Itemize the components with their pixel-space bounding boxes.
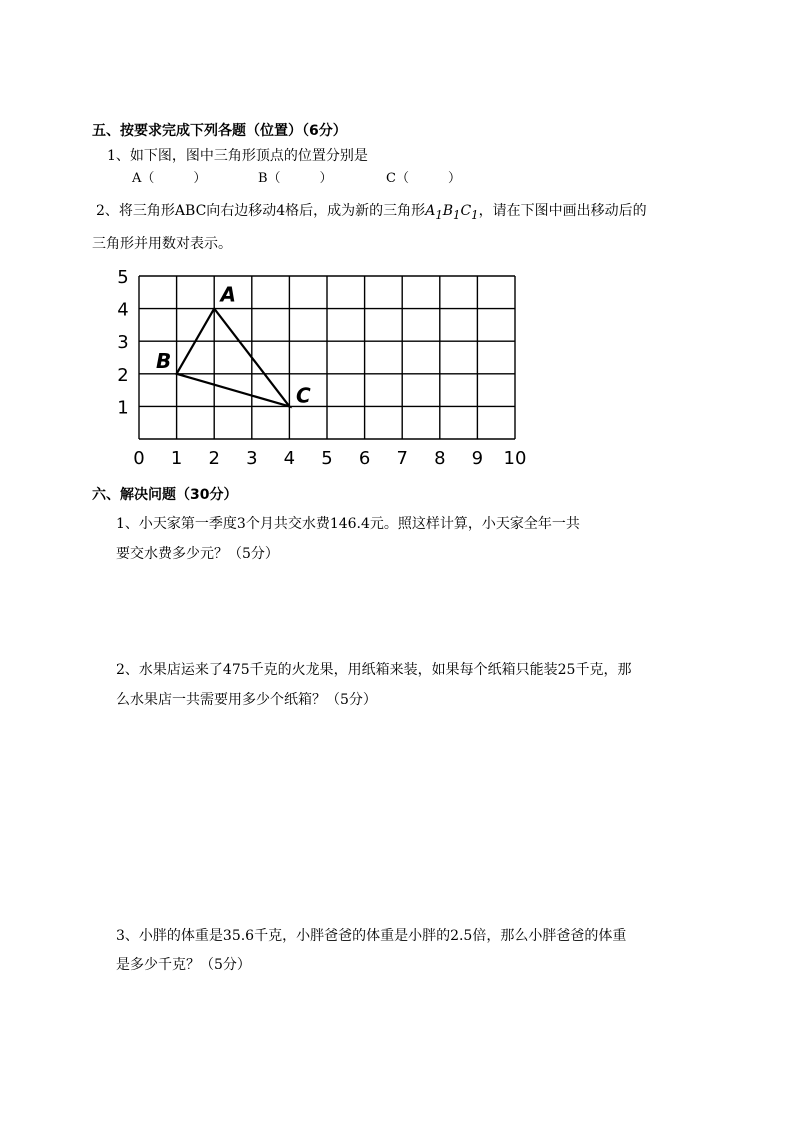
answer-blank-a[interactable]: A（ ） bbox=[132, 171, 207, 186]
problem-1-line1: 1、小天家第一季度3个月共交水费146.4元。照这样计算，小天家全年一共 bbox=[116, 516, 580, 532]
problem-2-line1: 2、水果店运来了475千克的火龙果，用纸箱来装，如果每个纸箱只能装25千克，那 bbox=[116, 662, 632, 678]
vertex-label-c: C bbox=[296, 383, 311, 408]
problem-3-line1: 3、小胖的体重是35.6千克，小胖爸爸的体重是小胖的2.5倍，那么小胖爸爸的体重 bbox=[116, 928, 627, 944]
section-5-heading: 五、按要求完成下列各题（位置）（6分） bbox=[92, 123, 347, 139]
problem-2-line2: 么水果店一共需要用多少个纸箱？（5分） bbox=[116, 692, 377, 708]
vertex-label-a: A bbox=[220, 282, 236, 307]
question-5-1: 1、如下图，图中三角形顶点的位置分别是 bbox=[107, 148, 368, 164]
question-5-2-text-b: ，请在下图中画出移动后的 bbox=[478, 203, 647, 219]
triangle-abc bbox=[177, 309, 290, 407]
question-5-2-line2: 三角形并用数对表示。 bbox=[92, 236, 232, 252]
x-tick-label: 9 bbox=[471, 448, 484, 469]
math-c: C bbox=[460, 203, 472, 219]
x-tick-label: 7 bbox=[396, 448, 408, 469]
section-6-heading: 六、解决问题（30分） bbox=[92, 487, 238, 503]
answer-blank-c[interactable]: C（ ） bbox=[386, 171, 461, 186]
math-b: B bbox=[442, 203, 454, 219]
math-b-sub: 1 bbox=[453, 207, 461, 222]
x-tick-label: 6 bbox=[358, 448, 371, 469]
problem-3-line2: 是多少千克？（5分） bbox=[116, 957, 251, 973]
y-tick-label: 5 bbox=[117, 267, 129, 288]
y-tick-label: 1 bbox=[117, 397, 129, 419]
math-a-sub: 1 bbox=[435, 207, 443, 222]
x-tick-label: 2 bbox=[208, 448, 220, 469]
math-c-sub: 1 bbox=[471, 207, 479, 222]
vertex-label-b: B bbox=[155, 348, 172, 373]
x-tick-label: 8 bbox=[434, 448, 446, 469]
x-tick-label: 5 bbox=[321, 448, 333, 469]
question-5-2-text-a: 2、将三角形ABC向右边移动4格后，成为新的三角形 bbox=[96, 203, 426, 219]
x-tick-label: 0 bbox=[133, 448, 145, 469]
y-tick-label: 3 bbox=[117, 332, 129, 354]
problem-1-line2: 要交水费多少元？（5分） bbox=[116, 546, 279, 562]
math-a: A bbox=[425, 203, 436, 219]
y-tick-label: 4 bbox=[117, 299, 129, 321]
x-tick-label: 4 bbox=[283, 448, 296, 469]
answer-blank-b[interactable]: B（ ） bbox=[258, 171, 333, 186]
x-tick-label: 10 bbox=[503, 448, 527, 469]
x-tick-label: 3 bbox=[246, 448, 258, 469]
y-tick-label: 2 bbox=[117, 364, 129, 386]
x-tick-label: 1 bbox=[170, 448, 183, 469]
